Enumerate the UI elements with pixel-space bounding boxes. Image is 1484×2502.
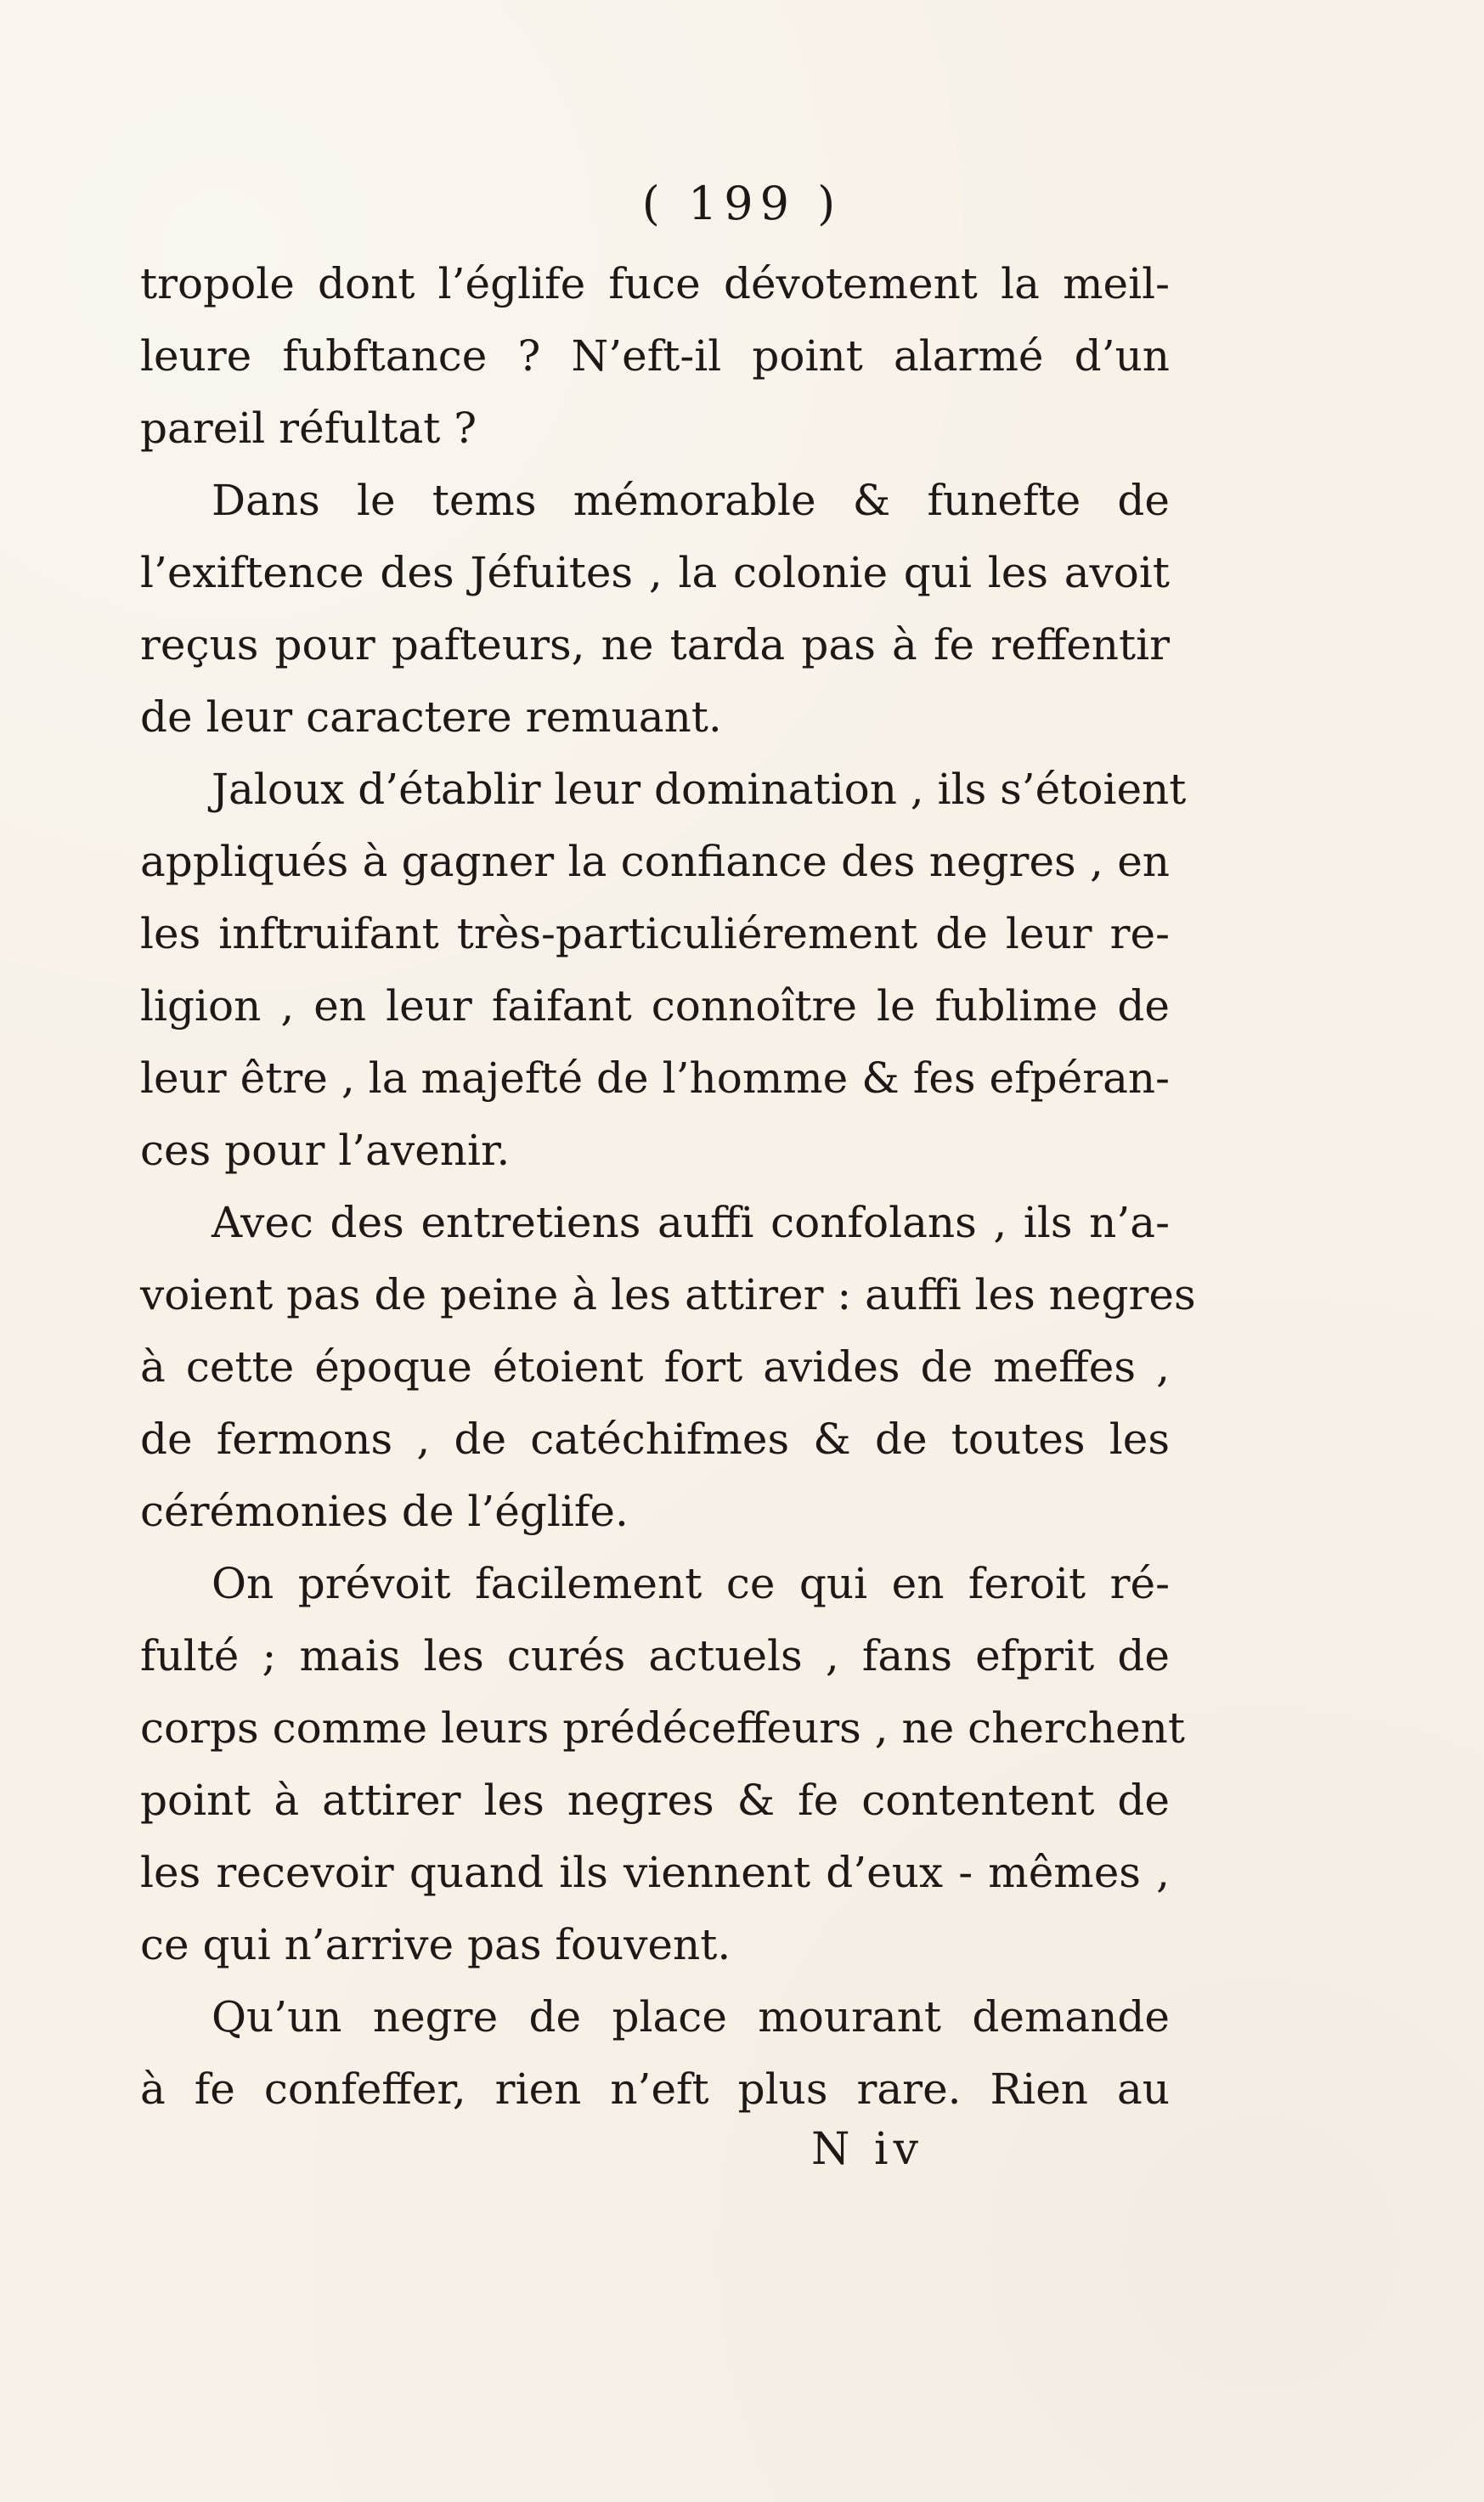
text-line: leur être , la majefté de l’homme & fes efpéran- xyxy=(140,1053,1170,1103)
text-line: de fermons , de catéchifmes & de toutes les xyxy=(140,1415,1170,1464)
signature-mark: N iv xyxy=(811,2124,924,2175)
page-number: ( 199 ) xyxy=(641,177,843,230)
text-line: Jaloux d’établir leur domination , ils s’étoient xyxy=(212,765,1187,814)
text-line: ligion , en leur faifant connoître le fublime de xyxy=(140,981,1170,1031)
text-line: voient pas de peine à les attirer : auffi les negres xyxy=(140,1270,1196,1319)
text-line: point à attirer les negres & fe contentent de xyxy=(140,1776,1170,1825)
text-line: Avec des entretiens auffi confolans , ils n’a- xyxy=(212,1198,1170,1247)
text-line: pareil réfultat ? xyxy=(140,404,477,453)
text-line: Qu’un negre de place mourant demande xyxy=(212,1992,1170,2042)
text-line: l’exiftence des Jéfuites , la colonie qui les avoit xyxy=(140,548,1170,597)
text-line: On prévoit facilement ce qui en feroit ré- xyxy=(212,1559,1170,1608)
text-line: tropole dont l’églife fuce dévotement la meil- xyxy=(140,259,1170,308)
text-line: appliqués à gagner la confiance des negres , en xyxy=(140,837,1170,886)
text-line: ce qui n’arrive pas fouvent. xyxy=(140,1920,731,1969)
text-line: fulté ; mais les curés actuels , fans efprit de xyxy=(140,1631,1170,1680)
text-line: de leur caractere remuant. xyxy=(140,692,722,742)
text-line: les recevoir quand ils viennent d’eux - mêmes , xyxy=(140,1848,1170,1897)
text-line: corps comme leurs prédéceffeurs , ne cherchent xyxy=(140,1703,1185,1753)
text-line: à fe confeffer, rien n’eft plus rare. Rien au xyxy=(140,2064,1170,2114)
text-line: cérémonies de l’églife. xyxy=(140,1487,629,1536)
text-line: Dans le tems mémorable & funefte de xyxy=(212,476,1170,525)
text-line: leure fubftance ? N’eft-il point alarmé d’un xyxy=(140,331,1170,381)
text-line: reçus pour pafteurs, ne tarda pas à fe reffentir xyxy=(140,620,1170,669)
page-body xyxy=(140,248,1196,2126)
text-line: ces pour l’avenir. xyxy=(140,1126,511,1175)
text-line: à cette époque étoient fort avides de meffes , xyxy=(140,1342,1170,1392)
text-line: les inftruifant très-particuliérement de leur re- xyxy=(140,909,1170,958)
